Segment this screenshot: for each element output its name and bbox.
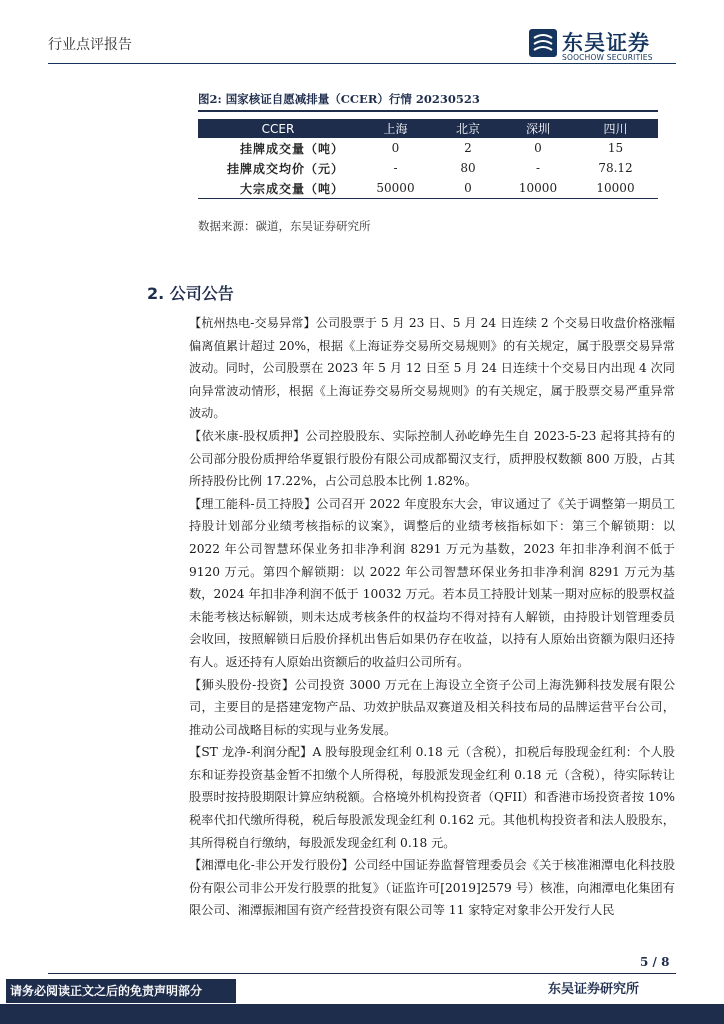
column-header: 上海	[358, 119, 433, 138]
table-row	[198, 158, 658, 178]
soochow-logo-icon	[528, 28, 558, 58]
announcement-tag: 【理工能科-员工持股】	[189, 496, 317, 511]
table-cell: 78.12	[598, 161, 633, 175]
announcement-text: 公司召开 2022 年度股东大会，审议通过了《关于调整第一期员工持股计划部分业绩考核指标的议案》，调整后的业绩考核指标如下：第三个解锁期：以 2022 年公司智慧环保业务扣非净利润 8291 万元为基数，2023 年扣非净利润不低于 9120 万元。第四个解锁期：以 2022 年公司智慧环保业务扣非净利润 8291 万元为基数，2024 年扣非净利润不低于 10032 万元。若本员工持股计划某一期对应标的股票权益未能考核达标解锁，则未达成考核条件的权益均不得对持有人解锁，由持股计划管理委员会收回，按照解锁日后股价择机出售后如果仍存在收益，以持有人原始出资额为限归还持有人。返还持有人原始出资额后的收益归公司所有。	[189, 496, 676, 669]
table-cell: -	[535, 161, 541, 175]
table-cell: 0	[433, 178, 503, 199]
brand-name-cn: 东吴证券	[562, 31, 650, 55]
column-header: CCER	[198, 119, 358, 138]
footer-institute: 东吴证券研究所	[548, 982, 640, 997]
table-cell: 2	[464, 141, 472, 155]
brand-logo	[528, 28, 698, 62]
announcement-text: 公司经中国证券监督管理委员会《关于核准湘潭电化科技股份有限公司非公开发行股票的批复》（证监许可[2019]2579 号）核准，向湘潭电化集团有限公司、湘潭振湘国有资产经营投资有限公司等 11 家特定对象非公开发行人民	[189, 858, 676, 918]
announcement-paragraph	[189, 312, 675, 425]
header-divider	[48, 63, 676, 64]
table-header-row	[198, 119, 658, 138]
table-cell: 10000	[503, 178, 573, 199]
figure-source: 数据来源：碳道，东吴证券研究所	[198, 219, 371, 233]
announcement-text: 公司控股股东、实际控制人孙屹峥先生自 2023-5-23 起将其持有的公司部分股份质押给华夏银行股份有限公司成都蜀汉支行，质押股权数额 800 万股，占其所持股份比例 17.22%，占公司总股本比例 1.82%。	[189, 428, 675, 489]
table-cell: 80	[460, 161, 476, 175]
table-cell: 15	[607, 141, 624, 155]
announcement-tag: 【ST 龙净-利润分配】	[189, 745, 313, 760]
announcement-tag: 【杭州热电-交易异常】	[189, 316, 316, 330]
announcement-paragraph	[189, 493, 675, 674]
announcement-paragraph	[189, 674, 675, 742]
announcement-paragraph	[189, 854, 675, 922]
footer-divider	[48, 973, 676, 974]
table-cell: -	[393, 161, 398, 175]
page-number: 5 / 8	[640, 955, 670, 969]
announcement-paragraph	[189, 741, 675, 854]
announcement-text: 公司投资 3000 万元在上海设立全资子公司上海洗狮科技发展有限公司，主要目的是搭建宠物产品、功效护肤品双赛道及相关科技布局的品牌运营平台公司，推动公司战略目标的实现与业务发展。	[189, 677, 676, 737]
announcement-text: 公司股票于 5 月 23 日、5 月 24 日连续 2 个交易日收盘价格涨幅偏离值累计超过 20%，根据《上海证券交易所交易规则》的有关规定，属于股票交易异常波动。同时，公司股票在 2023 年 5 月 12 日至 5 月 24 日连续十个交易日内出现 4 次同向异常波动情形，根据《上海证券交易所交易规则》的有关规定，属于股票交易严重异常波动。	[189, 316, 675, 421]
table-cell: 0	[534, 141, 542, 155]
report-category: 行业点评报告	[48, 37, 132, 53]
disclaimer-notice: 请务必阅读正文之后的免责声明部分	[6, 979, 236, 1003]
table-cell: 10000	[573, 178, 658, 199]
table-row	[198, 138, 658, 158]
column-header: 四川	[573, 119, 658, 138]
brand-name-en: SOOCHOW SECURITIES	[562, 53, 653, 62]
announcement-tag: 【湘潭电化-非公开发行股份】	[189, 858, 354, 873]
announcement-paragraph	[189, 425, 675, 493]
table-cell: 50000	[358, 178, 433, 199]
row-label: 大宗成交量（吨）	[198, 178, 358, 199]
figure-title-divider	[198, 110, 658, 112]
announcements-body	[189, 312, 675, 922]
announcement-tag: 【狮头股份-投资】	[189, 677, 295, 692]
row-label: 挂牌成交量（吨）	[239, 141, 344, 156]
ccer-table	[198, 119, 658, 199]
announcement-text: A 股每股现金红利 0.18 元（含税），扣税后每股现金红利：个人股东和证券投资基金暂不扣缴个人所得税，每股派发现金红利 0.18 元（含税），待实际转让股票时按持股期限计算应纳税额。合格境外机构投资者（QFII）和香港市场投资者按 10%税率代扣代缴所得税，税后每股派发现金红利 0.162 元。其他机构投资者和法人股股东，其所得税自行缴纳，每股派发现金红利 0.18 元。	[189, 745, 675, 850]
section-title: 2. 公司公告	[147, 284, 234, 303]
figure-title: 图2: 国家核证自愿减排量（CCER）行情 20230523	[198, 92, 480, 106]
footer-band	[0, 1004, 724, 1024]
column-header: 北京	[433, 119, 503, 138]
row-label: 挂牌成交均价（元）	[226, 161, 344, 176]
table-row	[198, 178, 658, 199]
announcement-tag: 【依米康-股权质押】	[189, 428, 306, 443]
table-cell: 0	[391, 141, 400, 155]
column-header: 深圳	[503, 119, 573, 138]
